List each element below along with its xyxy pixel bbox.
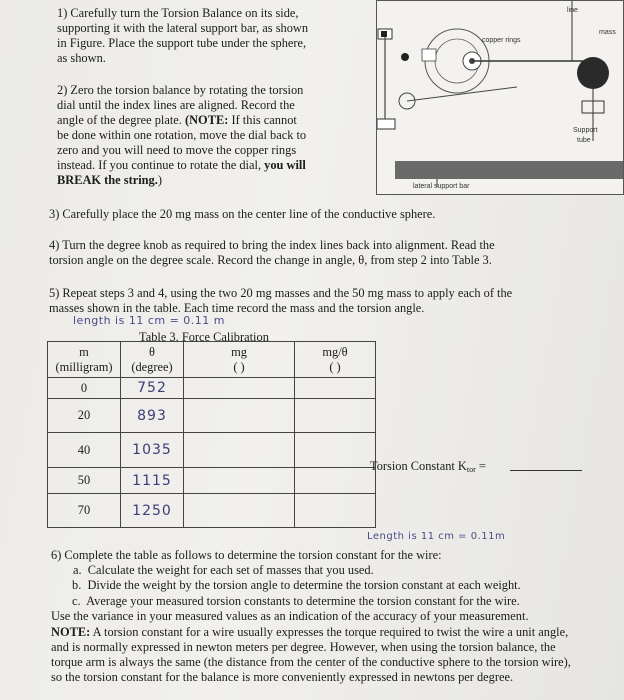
- step2-line-3: angle of the degree plate. (NOTE: If this cannot: [57, 113, 297, 127]
- figure-label-tube: tube: [577, 137, 591, 144]
- figure-label-lateral-support-bar: lateral support bar: [413, 183, 470, 190]
- step1-line-2: supporting it with the lateral support bar, as shown: [57, 21, 309, 35]
- step1-line-3: in Figure. Place the support tube under the sphere,: [57, 36, 307, 50]
- frame-screw-top: [381, 31, 387, 37]
- step6-item-a: a. Calculate the weight for each set of masses that you used.: [73, 563, 374, 577]
- step3-text: 3) Carefully place the 20 mg mass on the center line of the conductive sphere.: [49, 207, 436, 221]
- figure-label-support: Support: [573, 127, 598, 134]
- cell-theta: 893: [121, 399, 184, 433]
- lateral-support-bar: [395, 161, 623, 179]
- cell-mg[interactable]: [184, 494, 295, 528]
- step6-intro: 6) Complete the table as follows to determine the torsion constant for the wire:: [51, 548, 442, 562]
- cell-theta: 1115: [121, 468, 184, 494]
- torsion-balance-figure: [376, 0, 624, 195]
- table-caption: Table 3. Force Calibration: [139, 330, 269, 344]
- figure-label-line: line: [567, 7, 578, 14]
- dial-block: [422, 49, 436, 61]
- table-row: [48, 399, 376, 433]
- cell-mass: 0: [48, 378, 121, 399]
- cell-mg-per-theta[interactable]: [295, 494, 376, 528]
- cell-mass: 50: [48, 468, 121, 494]
- torsion-constant-label: Torsion Constant Ktor =: [370, 459, 486, 474]
- step6-note-line-3: torque arm is always the same (the distance from the center of the conductive sphere to the torsion wire),: [51, 655, 571, 669]
- knob-dot: [401, 53, 409, 61]
- figure-label-mass: mass: [599, 29, 616, 36]
- lower-arm: [407, 87, 517, 101]
- torsion-balance-drawing: [377, 1, 623, 194]
- table-row: [48, 468, 376, 494]
- step1-line-4: as shown.: [57, 51, 106, 65]
- handwritten-length-note-2: Length is 11 cm = 0.11m: [367, 531, 506, 542]
- step6-item-b: b. Divide the weight by the torsion angle to determine the torsion constant at each weight.: [72, 578, 521, 592]
- step1-line-1: 1) Carefully turn the Torsion Balance on its side,: [57, 6, 299, 20]
- step2-line-1: 2) Zero the torsion balance by rotating the torsion: [57, 83, 304, 97]
- step2-line-4: be done within one rotation, move the dial back to: [57, 128, 307, 142]
- cell-theta: 752: [121, 378, 184, 399]
- step5-line-1: 5) Repeat steps 3 and 4, using the two 20 mg masses and the 50 mg mass to apply each of the: [49, 286, 513, 300]
- cell-mg[interactable]: [184, 433, 295, 468]
- handwritten-length-note-1: length is 11 cm = 0.11 m: [73, 314, 226, 327]
- table-row: [48, 378, 376, 399]
- header-mg: mg ( ): [184, 342, 295, 378]
- cell-mass: 20: [48, 399, 121, 433]
- cell-mg[interactable]: [184, 468, 295, 494]
- header-theta: θ (degree): [121, 342, 184, 378]
- step2-line-7: BREAK the string.): [57, 173, 162, 187]
- step2-line-6: instead. If you continue to rotate the dial, you will: [57, 158, 306, 172]
- torsion-constant-answer-blank[interactable]: [510, 470, 582, 471]
- table-header-row: [48, 342, 376, 378]
- step6-item-c: c. Average your measured torsion constants to determine the torsion constant for the wire.: [72, 594, 520, 608]
- cell-theta: 1035: [121, 433, 184, 468]
- step2-line-2: dial until the index lines are aligned. Record the: [57, 98, 295, 112]
- table-row: [48, 433, 376, 468]
- cell-mass: 40: [48, 433, 121, 468]
- step2-line-5: zero and you will need to move the copper rings: [57, 143, 297, 157]
- cell-mg-per-theta[interactable]: [295, 399, 376, 433]
- frame-bracket: [377, 119, 395, 129]
- cell-mass: 70: [48, 494, 121, 528]
- step6-variance: Use the variance in your measured values as an indication of the accuracy of your measurement.: [51, 609, 529, 623]
- step6-note-line-2: and is normally expressed in newton meters per degree. However, when using the torsion balance, the: [51, 640, 556, 654]
- step6-note-line-1: NOTE: A torsion constant for a wire usually expresses the torque required to twist the wire a unit angle,: [51, 625, 569, 639]
- cell-mg-per-theta[interactable]: [295, 433, 376, 468]
- conductive-sphere: [577, 57, 609, 89]
- step4-line-2: torsion angle on the degree scale. Record the change in angle, θ, from step 2 into Table 3.: [49, 253, 492, 267]
- cell-mg[interactable]: [184, 378, 295, 399]
- cell-theta: 1250: [121, 494, 184, 528]
- cell-mg-per-theta[interactable]: [295, 468, 376, 494]
- figure-label-copper-rings: copper rings: [482, 37, 521, 44]
- step4-line-1: 4) Turn the degree knob as required to bring the index lines back into alignment. Read the: [49, 238, 495, 252]
- table-row: [48, 494, 376, 528]
- cell-mg[interactable]: [184, 399, 295, 433]
- header-mass: m (milligram): [48, 342, 121, 378]
- cell-mg-per-theta[interactable]: [295, 378, 376, 399]
- header-mg-per-theta: mg/θ ( ): [295, 342, 376, 378]
- force-calibration-table: [47, 341, 376, 528]
- step6-note-line-4: so the torsion constant for the balance is more conveniently expressed in newtons per degree.: [51, 670, 514, 684]
- step5-line-2: masses shown in the table. Each time record the mass and the torsion angle.: [49, 301, 425, 315]
